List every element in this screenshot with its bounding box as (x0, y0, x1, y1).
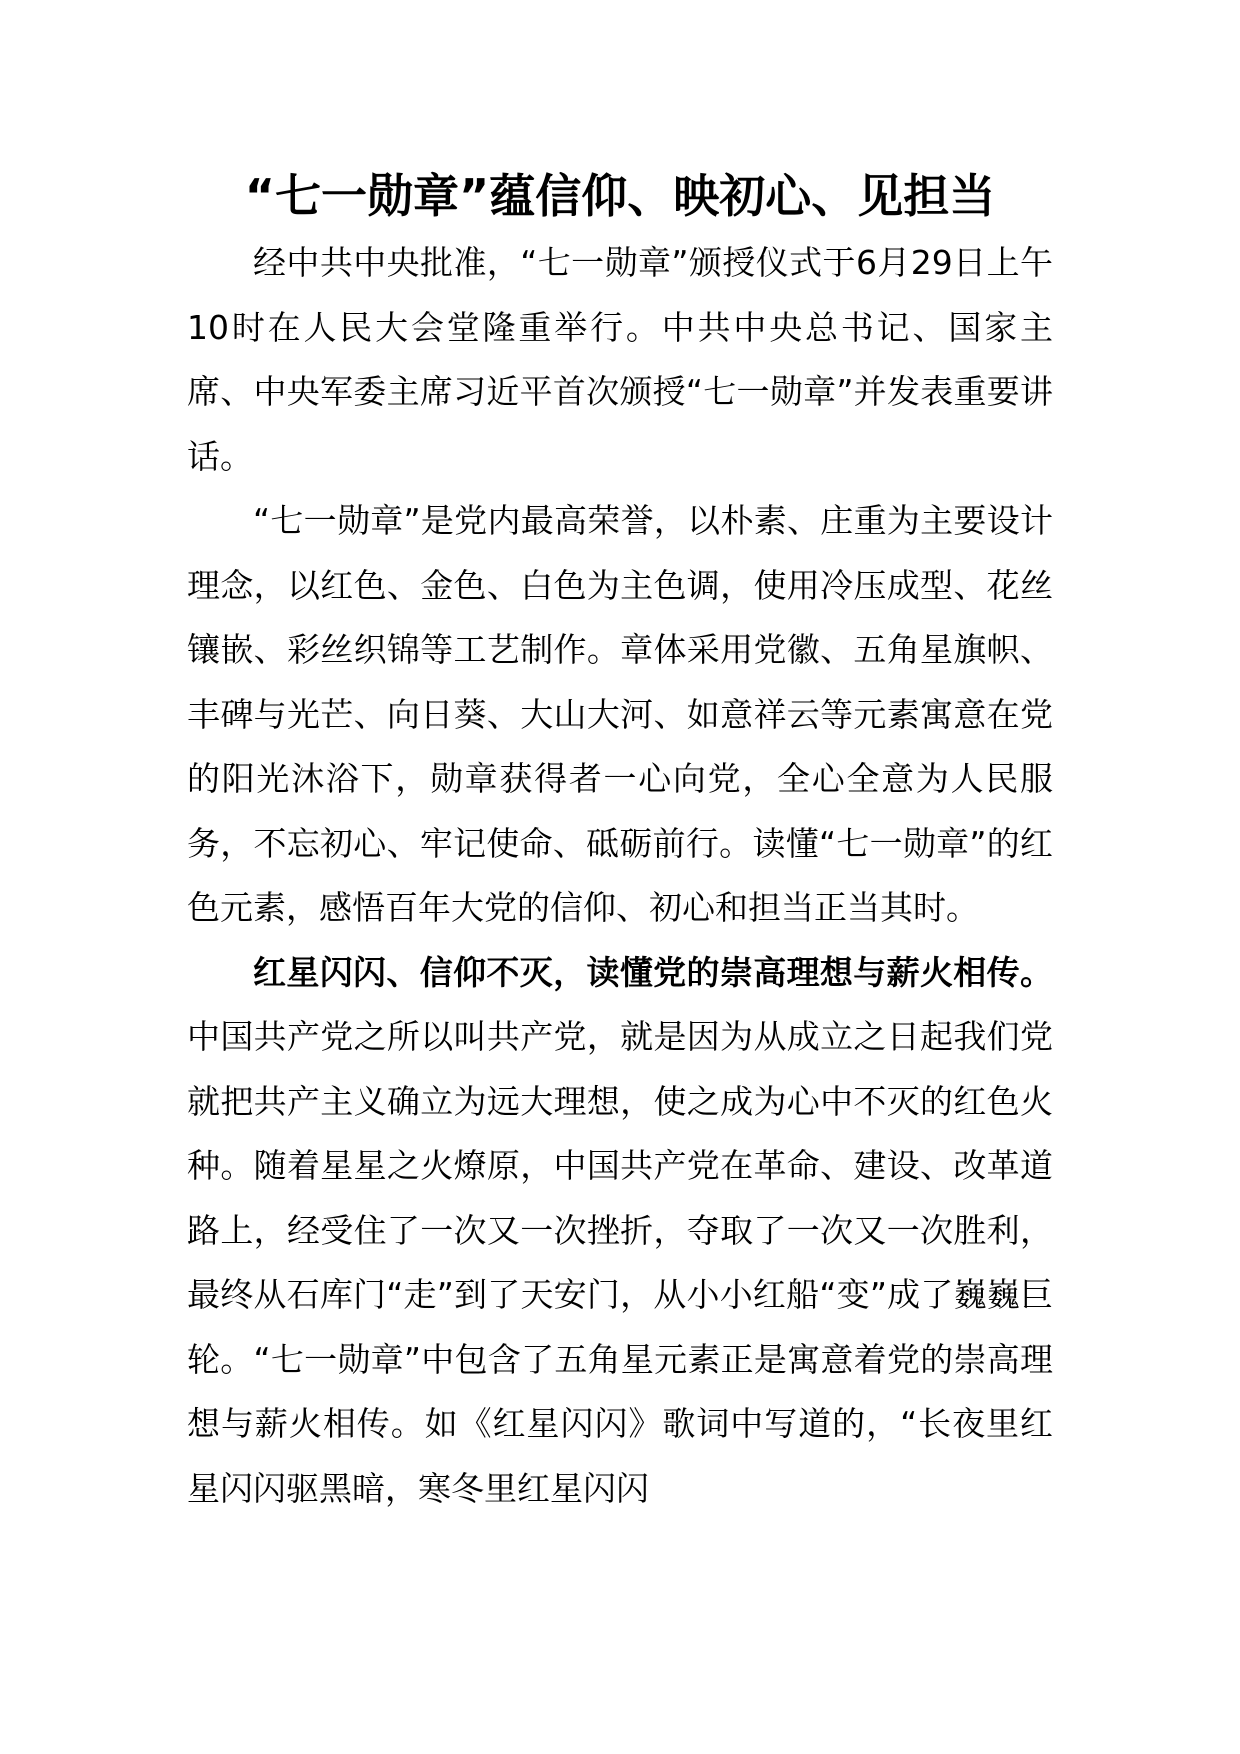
paragraph-2-text: “七一勋章”是党内最高荣誉，以朴素、庄重为主要设计理念，以红色、金色、白色为主色调，使用冷压成型、花丝镶嵌、彩丝织锦等工艺制作。章体采用党徽、五角星旗帜、丰碑与光芒、向日葵、大山大河、如意祥云等元素寓意在党的阳光沐浴下，勋章获得者一心向党，全心全意为人民服务，不忘初心、牢记使命、砥砺前行。读懂“七一勋章”的红色元素，感悟百年大党的信仰、初心和担当正当其时。 (187, 501, 1053, 927)
paragraph-3-text: 中国共产党之所以叫共产党，就是因为从成立之日起我们党就把共产主义确立为远大理想，使之成为心中不灭的红色火种。随着星星之火燎原，中国共产党在革命、建设、改革道路上，经受住了一次又一次挫折，夺取了一次又一次胜利，最终从石库门“走”到了天安门，从小小红船“变”成了巍巍巨轮。“七一勋章”中包含了五角星元素正是寓意着党的崇高理想与薪火相传。如《红星闪闪》歌词中写道的，“长夜里红星闪闪驱黑暗，寒冬里红星闪闪 (187, 1017, 1053, 1508)
document-body (187, 231, 1053, 1521)
paragraph-3-lead: 红星闪闪、信仰不灭，读懂党的崇高理想与薪火相传。 (253, 952, 1053, 992)
paragraph-1 (187, 231, 1053, 489)
paragraph-2 (187, 489, 1053, 941)
document-title: “七一勋章”蕴信仰、映初心、见担当 (244, 169, 996, 223)
paragraph-1-text: 经中共中央批准，“七一勋章”颁授仪式于6月29日上午10时在人民大会堂隆重举行。中共中央总书记、国家主席、中央军委主席习近平首次颁授“七一勋章”并发表重要讲话。 (187, 243, 1053, 476)
paragraph-3 (187, 941, 1053, 1522)
